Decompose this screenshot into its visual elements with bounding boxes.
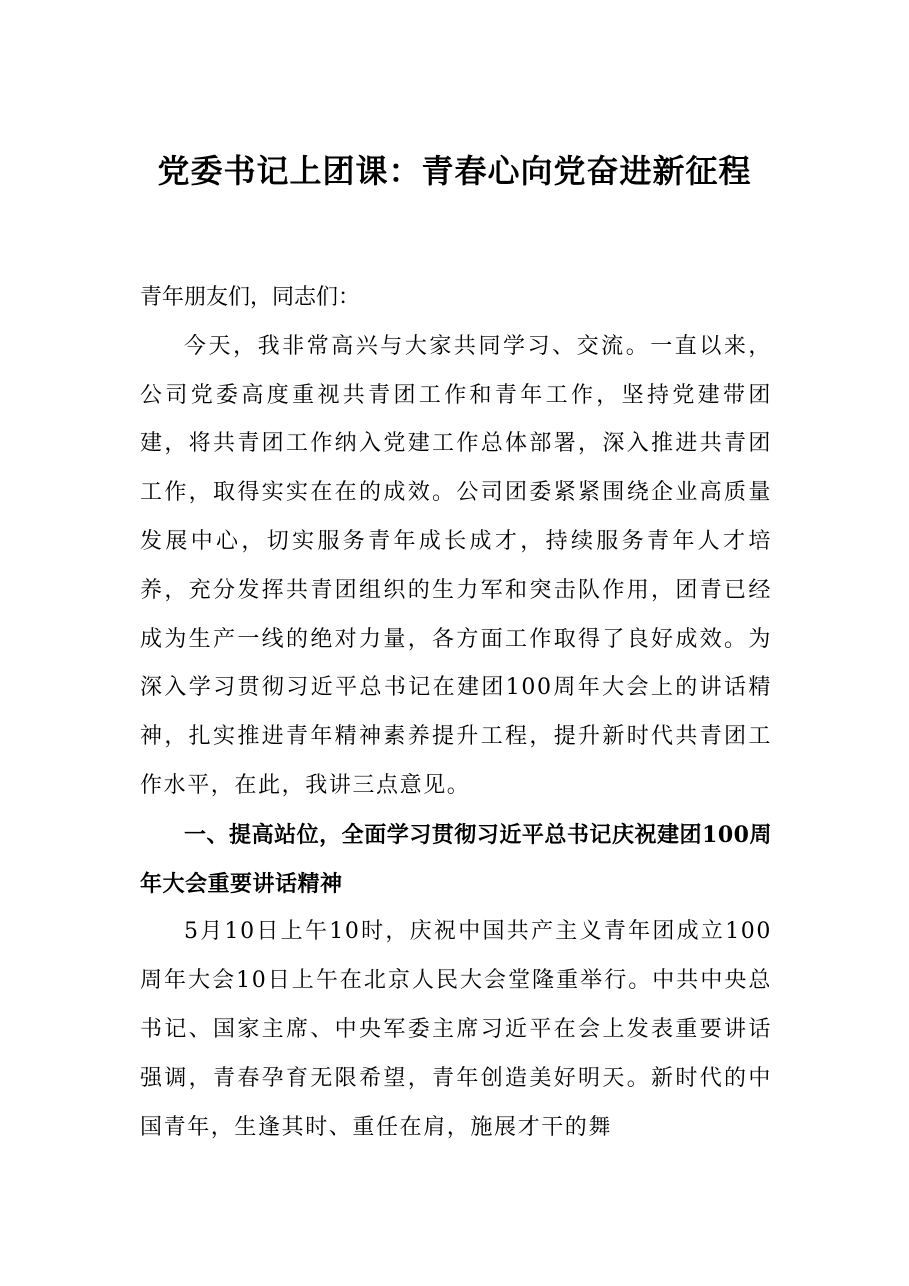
document-body: [140, 274, 772, 1152]
paragraph-section-1: 5月10日上午10时，庆祝中国共产主义青年团成立100周年大会10日上午在北京人民大会堂隆重举行。中共中央总书记、国家主席、中央军委主席习近平在会上发表重要讲话强调，青春孕育无限希望，青年创造美好明天。新时代的中国青年，生逢其时、重任在肩，施展才干的舞: [140, 919, 772, 1140]
paragraph-intro: 今天，我非常高兴与大家共同学习、交流。一直以来，公司党委高度重视共青团工作和青年工作，坚持党建带团建，将共青团工作纳入党建工作总体部署，深入推进共青团工作，取得实实在在的成效。公司团委紧紧围绕企业高质量发展中心，切实服务青年成长成才，持续服务青年人才培养，充分发挥共青团组织的生力军和突击队作用，团青已经成为生产一线的绝对力量，各方面工作取得了良好成效。为深入学习贯彻习近平总书记在建团100周年大会上的讲话精神，扎实推进青年精神素养提升工程，提升新时代共青团工作水平，在此，我讲三点意见。: [140, 333, 772, 798]
salutation: 青年朋友们，同志们：: [140, 285, 361, 310]
section-heading-1: 一、提高站位，全面学习贯彻习近平总书记庆祝建团100周年大会重要讲话精神: [140, 821, 772, 897]
document-title: 党委书记上团课：青春心向党奋进新征程: [157, 152, 752, 190]
